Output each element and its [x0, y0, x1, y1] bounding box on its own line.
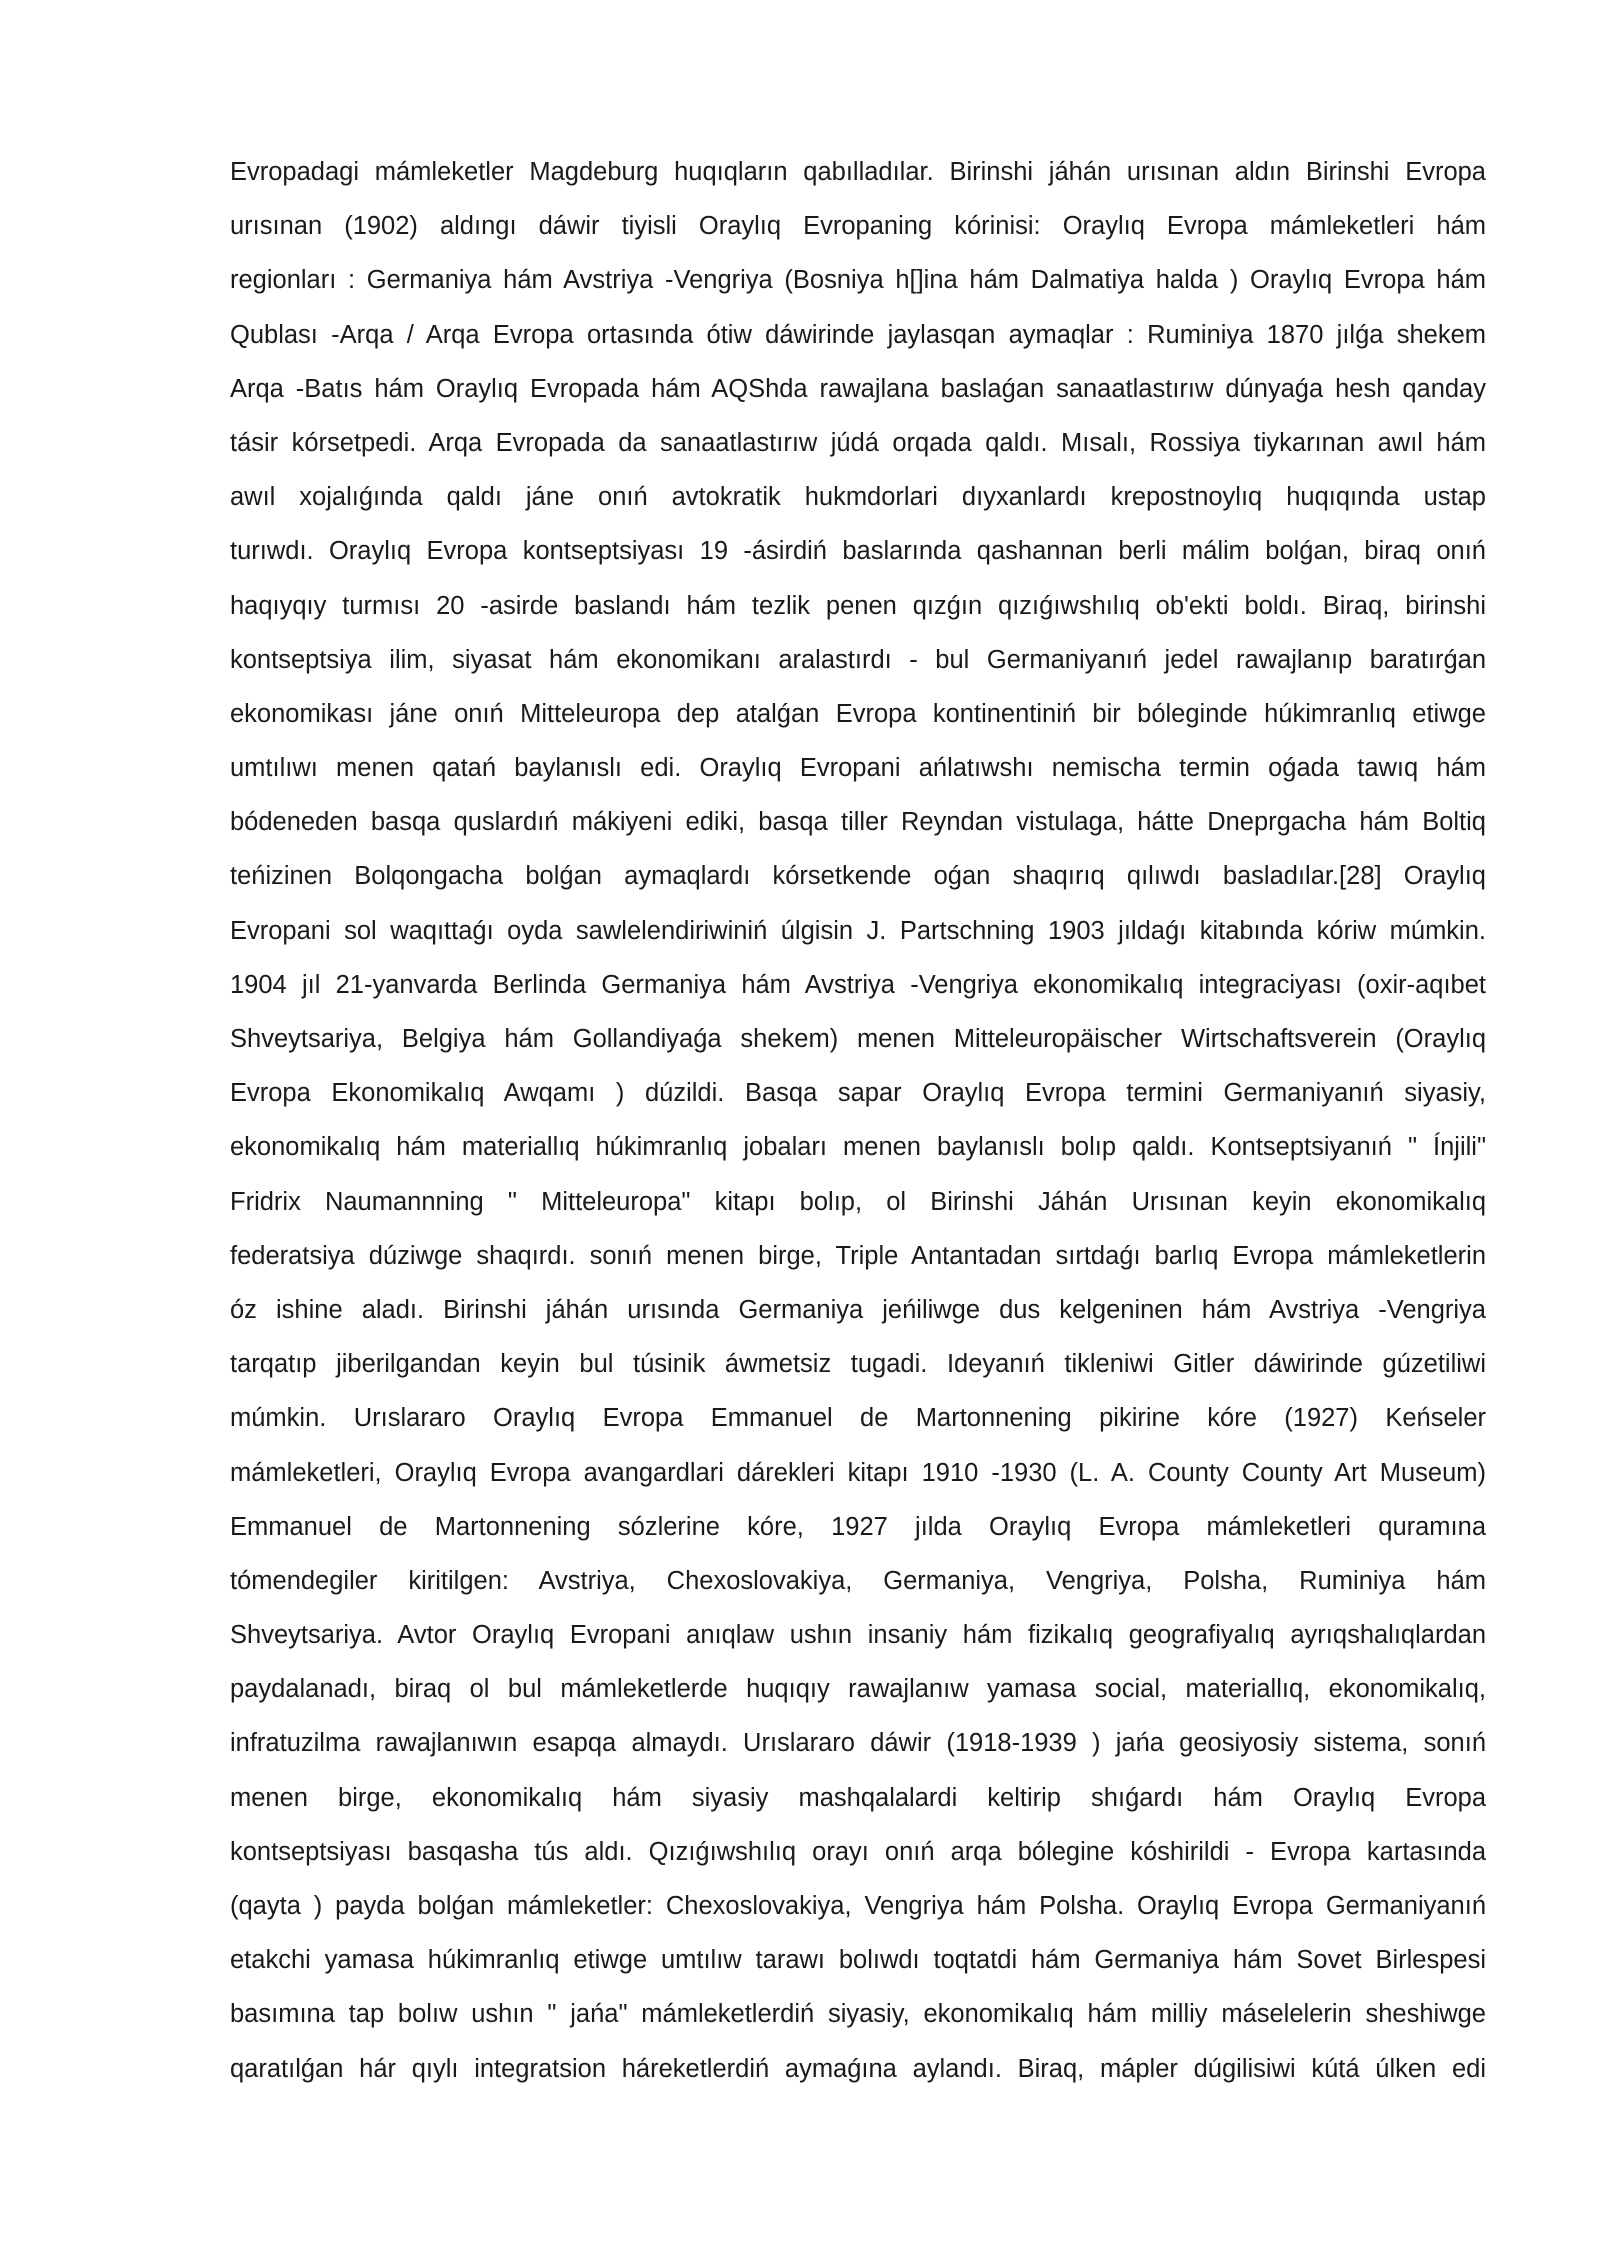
text-line: federatsiya dúziwge shaqırdı. sonıń menen birge, Triple Antantadan sırtdaǵı barlıq Evropa mámleketlerin: [230, 1241, 1486, 1270]
text-line: ekonomikalıq hám materiallıq húkimranlıq jobaları menen baylanıslı bolıp qaldı. Kontseptsiyanıń " Ínjili": [230, 1133, 1486, 1162]
text-line: awıl xojalıǵında qaldı jáne onıń avtokratik hukmdorlari dıyxanlardı krepostnoylıq huqıqında ustap: [230, 483, 1486, 512]
text-line: menen birge, ekonomikalıq hám siyasiy mashqalalardi keltirip shıǵardı hám Oraylıq Evropa: [230, 1783, 1486, 1812]
text-line: Emmanuel de Martonnening sózlerine kóre, 1927 jılda Oraylıq Evropa mámleketleri quramına: [230, 1512, 1486, 1541]
text-line: Evropani sol waqıttaǵı oyda sawlelendiriwiniń úlgisin J. Partschning 1903 jıldaǵı kitabında kóriw múmkin.: [230, 916, 1486, 945]
text-line: tómendegiler kiritilgen: Avstriya, Chexoslovakiya, Germaniya, Vengriya, Polsha, Ruminiya hám: [230, 1566, 1486, 1595]
text-line: Arqa -Batıs hám Oraylıq Evropada hám AQShda rawajlana baslaǵan sanaatlastırıw dúnyaǵa hesh qanday: [230, 374, 1486, 403]
text-line: qaratılǵan hár qıylı integratsion háreketlerdiń aymaǵına aylandı. Biraq, mápler dúgilisiwi kútá úlken edi: [230, 2054, 1486, 2083]
text-line: mámleketleri, Oraylıq Evropa avangardlari dárekleri kitapı 1910 -1930 (L. A. County County Art Museum): [230, 1458, 1486, 1487]
text-line: turıwdı. Oraylıq Evropa kontseptsiyası 19 -ásirdiń baslarında qashannan berli málim bolǵan, biraq onıń: [230, 537, 1486, 566]
text-line: regionları : Germaniya hám Avstriya -Vengriya (Bosniya h[]ina hám Dalmatiya halda ) Oraylıq Evropa hám: [230, 266, 1486, 295]
text-line: Shveytsariya, Belgiya hám Gollandiyaǵa shekem) menen Mitteleuropäischer Wirtschaftsverein (Oraylıq: [230, 1025, 1486, 1053]
text-line: paydalanadı, biraq ol bul mámleketlerde huqıqıy rawajlanıw yamasa social, materiallıq, ekonomikalıq,: [230, 1675, 1486, 1704]
text-line: kontseptsiya ilim, siyasat hám ekonomikanı aralastırdı - bul Germaniyanıń jedel rawajlanıp baratırǵan: [230, 645, 1486, 674]
text-line: basımına tap bolıw ushın " jańa" mámleketlerdiń siyasiy, ekonomikalıq hám milliy máselelerin sheshiwge: [230, 2000, 1486, 2029]
text-line: bódeneden basqa quslardıń mákiyeni ediki, basqa tiller Reyndan vistulaga, hátte Dneprgacha hám Boltiq: [230, 808, 1486, 837]
text-line: Qublası -Arqa / Arqa Evropa ortasında ótiw dáwirinde jaylasqan aymaqlar : Ruminiya 1870 jılǵa shekem: [230, 320, 1486, 349]
text-line: ekonomikası jáne onıń Mitteleuropa dep atalǵan Evropa kontinentiniń bir bóleginde húkimranlıq etiwge: [230, 699, 1486, 728]
text-line: Evropa Ekonomikalıq Awqamı ) dúzildi. Basqa sapar Oraylıq Evropa termini Germaniyanıń siyasiy,: [230, 1079, 1486, 1108]
text-line: urısınan (1902) aldıngı dáwir tiyisli Oraylıq Evropaning kórinisi: Oraylıq Evropa mámleketleri hám: [230, 212, 1486, 241]
text-line: Evropadagi mámleketler Magdeburg huqıqların qabılladılar. Birinshi jáhán urısınan aldın Birinshi Evropa: [230, 158, 1486, 186]
text-line: (qayta ) payda bolǵan mámleketler: Chexoslovakiya, Vengriya hám Polsha. Oraylıq Evropa Germaniyanıń: [230, 1892, 1486, 1920]
text-line: haqıyqıy turmısı 20 -asirde baslandı hám tezlik penen qızǵın qızıǵıwshılıq ob'ekti boldı. Biraq, birinshi: [230, 591, 1486, 620]
text-line: múmkin. Urıslararo Oraylıq Evropa Emmanuel de Martonnening pikirine kóre (1927) Keńseler: [230, 1404, 1486, 1433]
text-line: infratuzilma rawajlanıwın esapqa almaydı. Urıslararo dáwir (1918-1939 ) jańa geosiyosiy sistema, sonıń: [230, 1729, 1486, 1758]
text-line: Shveytsariya. Avtor Oraylıq Evropani anıqlaw ushın insaniy hám fizikalıq geografiyalıq ayrıqshalıqlardan: [230, 1621, 1486, 1650]
text-line: óz ishine aladı. Birinshi jáhán urısında Germaniya jeńiliwge dus kelgeninen hám Avstriya -Vengriya: [230, 1295, 1486, 1324]
text-line: Fridrix Naumannning " Mitteleuropa" kitapı bolıp, ol Birinshi Jáhán Urısınan keyin ekonomikalıq: [230, 1187, 1486, 1216]
body-paragraph: [230, 150, 1486, 2101]
text-line: tásir kórsetpedi. Arqa Evropada da sanaatlastırıw júdá orqada qaldı. Mısalı, Rossiya tiykarınan awıl hám: [230, 428, 1486, 457]
text-line: teńizinen Bolqongacha bolǵan aymaqlardı kórsetkende oǵan shaqırıq qılıwdı basladılar.[28] Oraylıq: [230, 862, 1486, 891]
text-line: tarqatıp jiberilgandan keyin bul túsinik áwmetsiz tugadi. Ideyanıń tikleniwi Gitler dáwirinde gúzetiliwi: [230, 1350, 1486, 1379]
text-line: 1904 jıl 21-yanvarda Berlinda Germaniya hám Avstriya -Vengriya ekonomikalıq integraciyası (oxir-aqıbet: [230, 970, 1486, 999]
text-line: kontseptsiyası basqasha tús aldı. Qızıǵıwshılıq orayı onıń arqa bólegine kóshirildi - Evropa kartasında: [230, 1837, 1486, 1866]
text-line: etakchi yamasa húkimranlıq etiwge umtılıw tarawı bolıwdı toqtatdi hám Germaniya hám Sovet Birlespesi: [230, 1946, 1486, 1975]
text-line: umtılıwı menen qatań baylanıslı edi. Oraylıq Evropani ańlatıwshı nemischa termin oǵada tawıq hám: [230, 754, 1486, 783]
